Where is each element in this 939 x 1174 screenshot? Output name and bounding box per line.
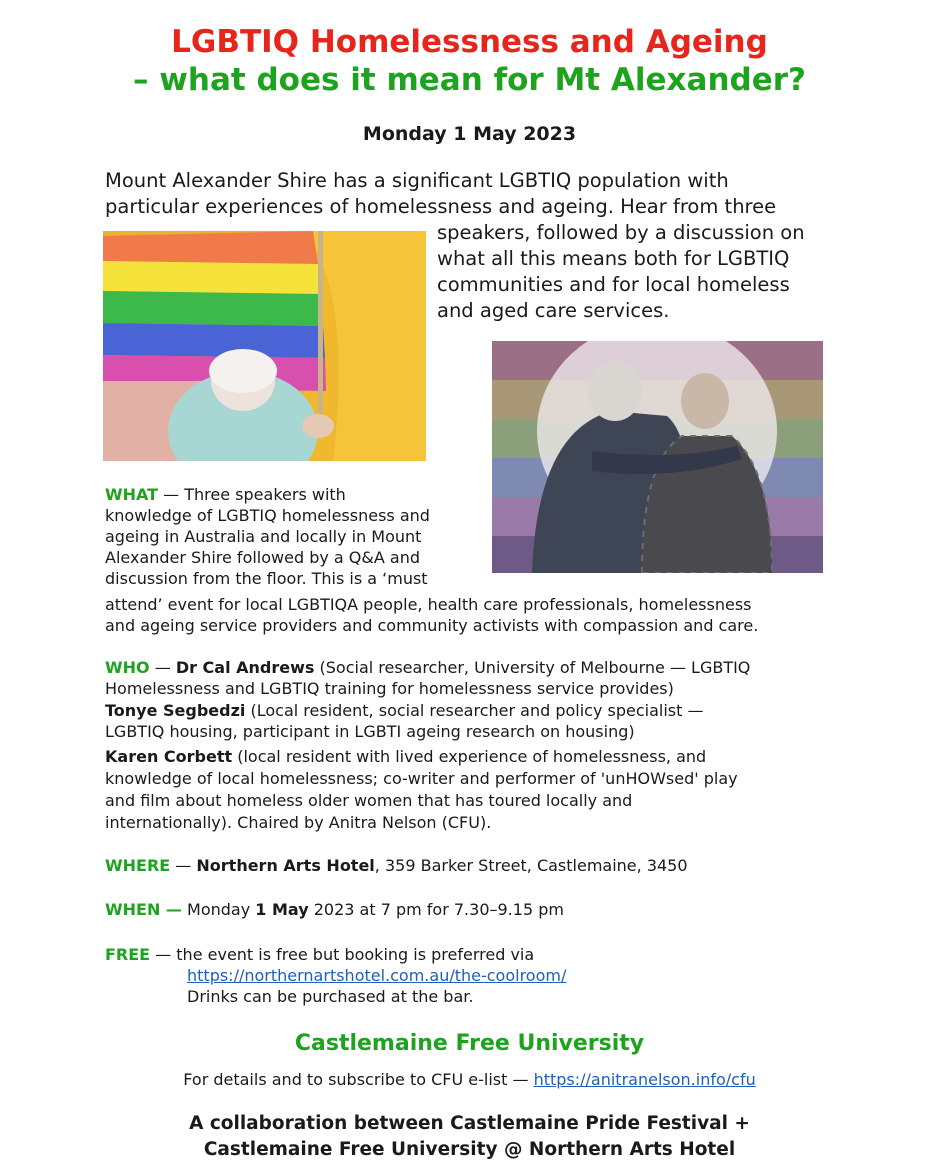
when-label: WHEN — — [105, 900, 182, 919]
what-line-2: knowledge of LGBTIQ homelessness and — [105, 506, 430, 525]
what-text-1: — Three speakers with — [158, 485, 346, 504]
who-line-3 — [105, 700, 704, 721]
speaker-1-desc-2: Homelessness and LGBTIQ training for homelessness service provides) — [105, 679, 674, 698]
speaker-1-name: Dr Cal Andrews — [175, 658, 315, 677]
event-date: Monday 1 May 2023 — [362, 123, 577, 145]
speaker-3-desc-1: (local resident with lived experience of homelessness, and — [232, 747, 707, 766]
photo-two-older-men-embracing — [492, 341, 823, 573]
who-line-1 — [105, 657, 750, 678]
free-label: FREE — [105, 945, 151, 964]
when-pre: Monday — [181, 900, 256, 919]
who-line-5 — [105, 746, 706, 767]
speaker-2-desc-1: (Local resident, social researcher and policy specialist — — [245, 701, 704, 720]
what-line-5: discussion from the floor. This is a ‘must — [105, 569, 428, 588]
details-text: For details and to subscribe to CFU e-list — — [183, 1070, 534, 1089]
what-line-6: attend’ event for local LGBTIQA people, health care professionals, homelessness — [105, 595, 752, 614]
speaker-3-desc-2: knowledge of local homelessness; co-writer and performer of 'unHOWsed' play — [105, 769, 738, 788]
page-title-line-2: – what does it mean for Mt Alexander? — [132, 62, 807, 98]
what-line-4: Alexander Shire followed by a Q&A and — [105, 548, 421, 567]
booking-link-wrap — [187, 965, 566, 986]
when-line — [105, 899, 564, 920]
when-post: 2023 at 7 pm for 7.30–9.15 pm — [308, 900, 564, 919]
what-line-3: ageing in Australia and locally in Mount — [105, 527, 422, 546]
booking-link[interactable]: https://northernartshotel.com.au/the-coolroom/ — [187, 966, 567, 985]
embracing-men-photo-graphic — [492, 341, 823, 573]
speaker-2-desc-2: LGBTIQ housing, participant in LGBTI ageing research on housing) — [105, 722, 635, 741]
where-label: WHERE — [105, 856, 171, 875]
speaker-3-desc-4: internationally). Chaired by Anitra Nelson (CFU). — [105, 813, 492, 832]
who-dash: — — [149, 658, 176, 677]
who-label: WHO — [105, 658, 150, 677]
venue-address: , 359 Barker Street, Castlemaine, 3450 — [374, 856, 688, 875]
venue-name: Northern Arts Hotel — [196, 856, 375, 875]
speaker-2-name: Tonye Segbedzi — [105, 701, 246, 720]
intro-line-5: communities and for local homeless — [437, 273, 790, 296]
collab-line-1: A collaboration between Castlemaine Pride Festival + — [189, 1113, 750, 1134]
intro-line-1: Mount Alexander Shire has a significant LGBTIQ population with — [105, 169, 729, 192]
photo-elderly-person-with-rainbow-flag — [103, 231, 426, 461]
where-line — [105, 855, 688, 876]
cfu-link[interactable]: https://anitranelson.info/cfu — [533, 1070, 756, 1089]
page-title-line-1: LGBTIQ Homelessness and Ageing — [171, 24, 768, 60]
details-line — [0, 1070, 939, 1089]
intro-line-4: what all this means both for LGBTIQ — [437, 247, 790, 270]
speaker-3-name: Karen Corbett — [105, 747, 233, 766]
drinks-note: Drinks can be purchased at the bar. — [187, 987, 474, 1006]
intro-line-2: particular experiences of homelessness and ageing. Hear from three — [105, 195, 777, 218]
what-label: WHAT — [105, 485, 159, 504]
speaker-1-desc-1: (Social researcher, University of Melbourne — LGBTIQ — [314, 658, 751, 677]
what-line-1 — [105, 484, 346, 505]
speaker-3-desc-3: and film about homeless older women that has toured locally and — [105, 791, 633, 810]
free-text: — the event is free but booking is preferred via — [150, 945, 535, 964]
intro-line-6: and aged care services. — [437, 299, 670, 322]
when-date-bold: 1 May — [255, 900, 309, 919]
what-line-7: and ageing service providers and community activists with compassion and care. — [105, 616, 759, 635]
where-dash: — — [170, 856, 197, 875]
collab-line-2: Castlemaine Free University @ Northern Arts Hotel — [203, 1139, 736, 1160]
intro-line-3: speakers, followed by a discussion on — [437, 221, 805, 244]
rainbow-flag-photo-graphic — [103, 231, 426, 461]
free-line — [105, 944, 534, 965]
cfu-title: Castlemaine Free University — [294, 1031, 645, 1056]
